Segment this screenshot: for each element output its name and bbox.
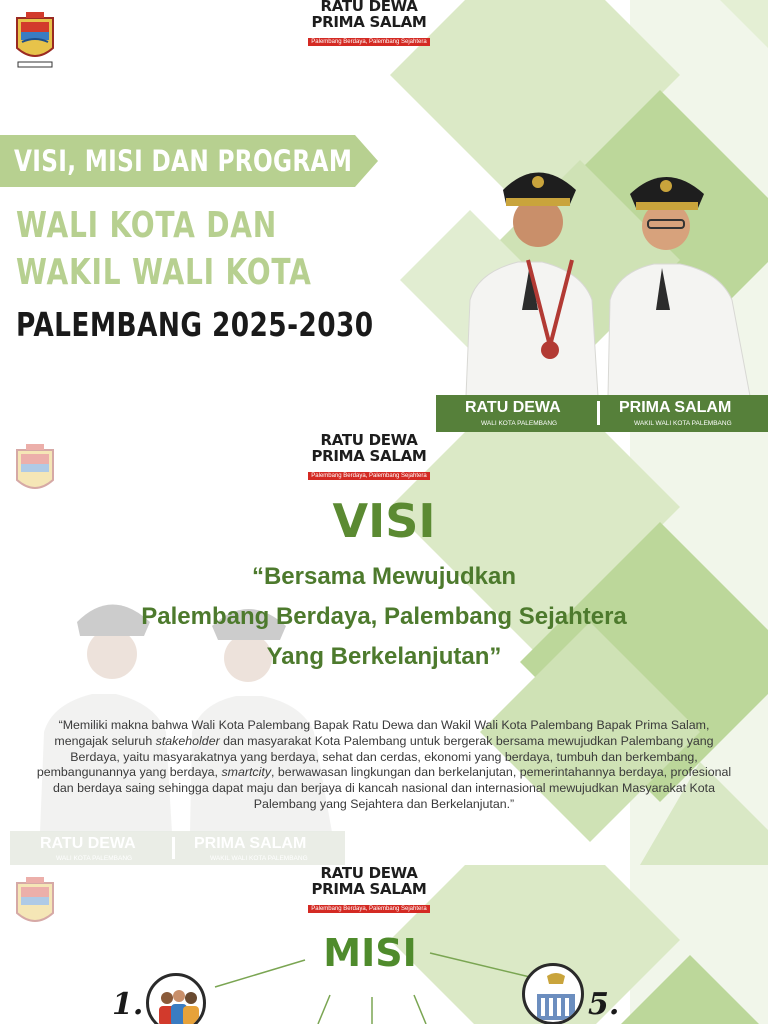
name-separator bbox=[597, 401, 600, 425]
visi-description bbox=[34, 718, 734, 813]
misi-slide bbox=[0, 865, 768, 1024]
candidate2-role: WAKIL WALI KOTA PALEMBANG bbox=[634, 420, 732, 427]
city-emblem-icon bbox=[12, 8, 58, 75]
brand-line2: PRIMA SALAM bbox=[311, 447, 427, 465]
ghost-name-bar bbox=[10, 831, 345, 865]
visi-quote-line2: Palembang Berdaya, Palembang Sejahtera bbox=[141, 603, 627, 630]
ghost-candidate1-name: RATU DEWA bbox=[40, 835, 136, 852]
heading-line1: WALI KOTA DAN bbox=[16, 205, 278, 246]
city-emblem-icon bbox=[12, 873, 58, 940]
brand-logo bbox=[308, 865, 430, 915]
visi-title: VISI bbox=[332, 494, 436, 548]
brand-line1: RATU DEWA bbox=[320, 432, 418, 449]
desc-part3: , berwawasan lingkungan dan berkelanjutan, pemerintahannya berdaya, profesional dan berdaya saing sehingga dapat maju dan berjaya di kancah nasional dan internasional mewujudkan Masyarakat Kota Palembang yang Sejahtera dan Berkelanjutan.” bbox=[53, 765, 732, 811]
desc-em2: smartcity bbox=[221, 765, 272, 780]
cover-slide bbox=[0, 0, 768, 432]
people-icon bbox=[146, 973, 206, 1024]
heading-line3: PALEMBANG 2025-2030 bbox=[16, 305, 374, 344]
candidate-name-bar bbox=[436, 395, 768, 432]
ghost-candidate2-role: WAKIL WALI KOTA PALEMBANG bbox=[210, 855, 308, 862]
candidate2-name: PRIMA SALAM bbox=[619, 399, 732, 416]
brand-tagline: Palembang Berdaya, Palembang Sejahtera bbox=[308, 472, 429, 480]
brand-logo bbox=[308, 0, 430, 48]
banner bbox=[0, 135, 378, 187]
misi-number-5: 5. bbox=[588, 987, 620, 1022]
brand-line1: RATU DEWA bbox=[320, 865, 418, 882]
visi-quote-line1: “Bersama Mewujudkan bbox=[251, 563, 517, 590]
brand-logo bbox=[308, 432, 430, 482]
candidate1-role: WALI KOTA PALEMBANG bbox=[481, 420, 558, 427]
brand-line1: RATU DEWA bbox=[320, 0, 418, 15]
desc-part2: dan masyarakat Kota Palembang untuk bergerak bersama mewujudkan Palembang yang Berdaya, yaitu masyarakatnya yang berdaya, sehat dan cerdas, ekonomi yang berdaya, tumbuh dan berkembang, pembangunannya yang berdaya, bbox=[36, 733, 714, 780]
candidates-portrait bbox=[458, 160, 758, 396]
heading-line2: WAKIL WALI KOTA bbox=[16, 252, 312, 293]
brand-line2: PRIMA SALAM bbox=[311, 13, 427, 31]
visi-slide bbox=[0, 432, 768, 865]
brand-line2: PRIMA SALAM bbox=[311, 880, 427, 898]
ghost-separator bbox=[172, 837, 175, 859]
ghost-candidate2-name: PRIMA SALAM bbox=[194, 835, 307, 852]
desc-part1: “Memiliki makna bahwa Wali Kota Palembang Bapak Ratu Dewa dan Wakil Wali Kota Palembang Bapak Prima Salam, mengajak seluruh bbox=[54, 718, 710, 748]
government-building-icon bbox=[522, 963, 584, 1024]
candidate1-name: RATU DEWA bbox=[465, 399, 561, 416]
banner-title: VISI, MISI DAN PROGRAM bbox=[14, 144, 353, 178]
desc-em1: stakeholder bbox=[155, 733, 220, 748]
ghost-candidate1-role: WALI KOTA PALEMBANG bbox=[56, 855, 133, 862]
misi-number-1: 1. bbox=[112, 987, 144, 1022]
misi-title: MISI bbox=[323, 931, 417, 975]
brand-tagline: Palembang Berdaya, Palembang Sejahtera bbox=[308, 905, 429, 913]
visi-quote-line3: Yang Berkelanjutan” bbox=[266, 643, 502, 670]
brand-tagline: Palembang Berdaya, Palembang Sejahtera bbox=[308, 38, 429, 46]
